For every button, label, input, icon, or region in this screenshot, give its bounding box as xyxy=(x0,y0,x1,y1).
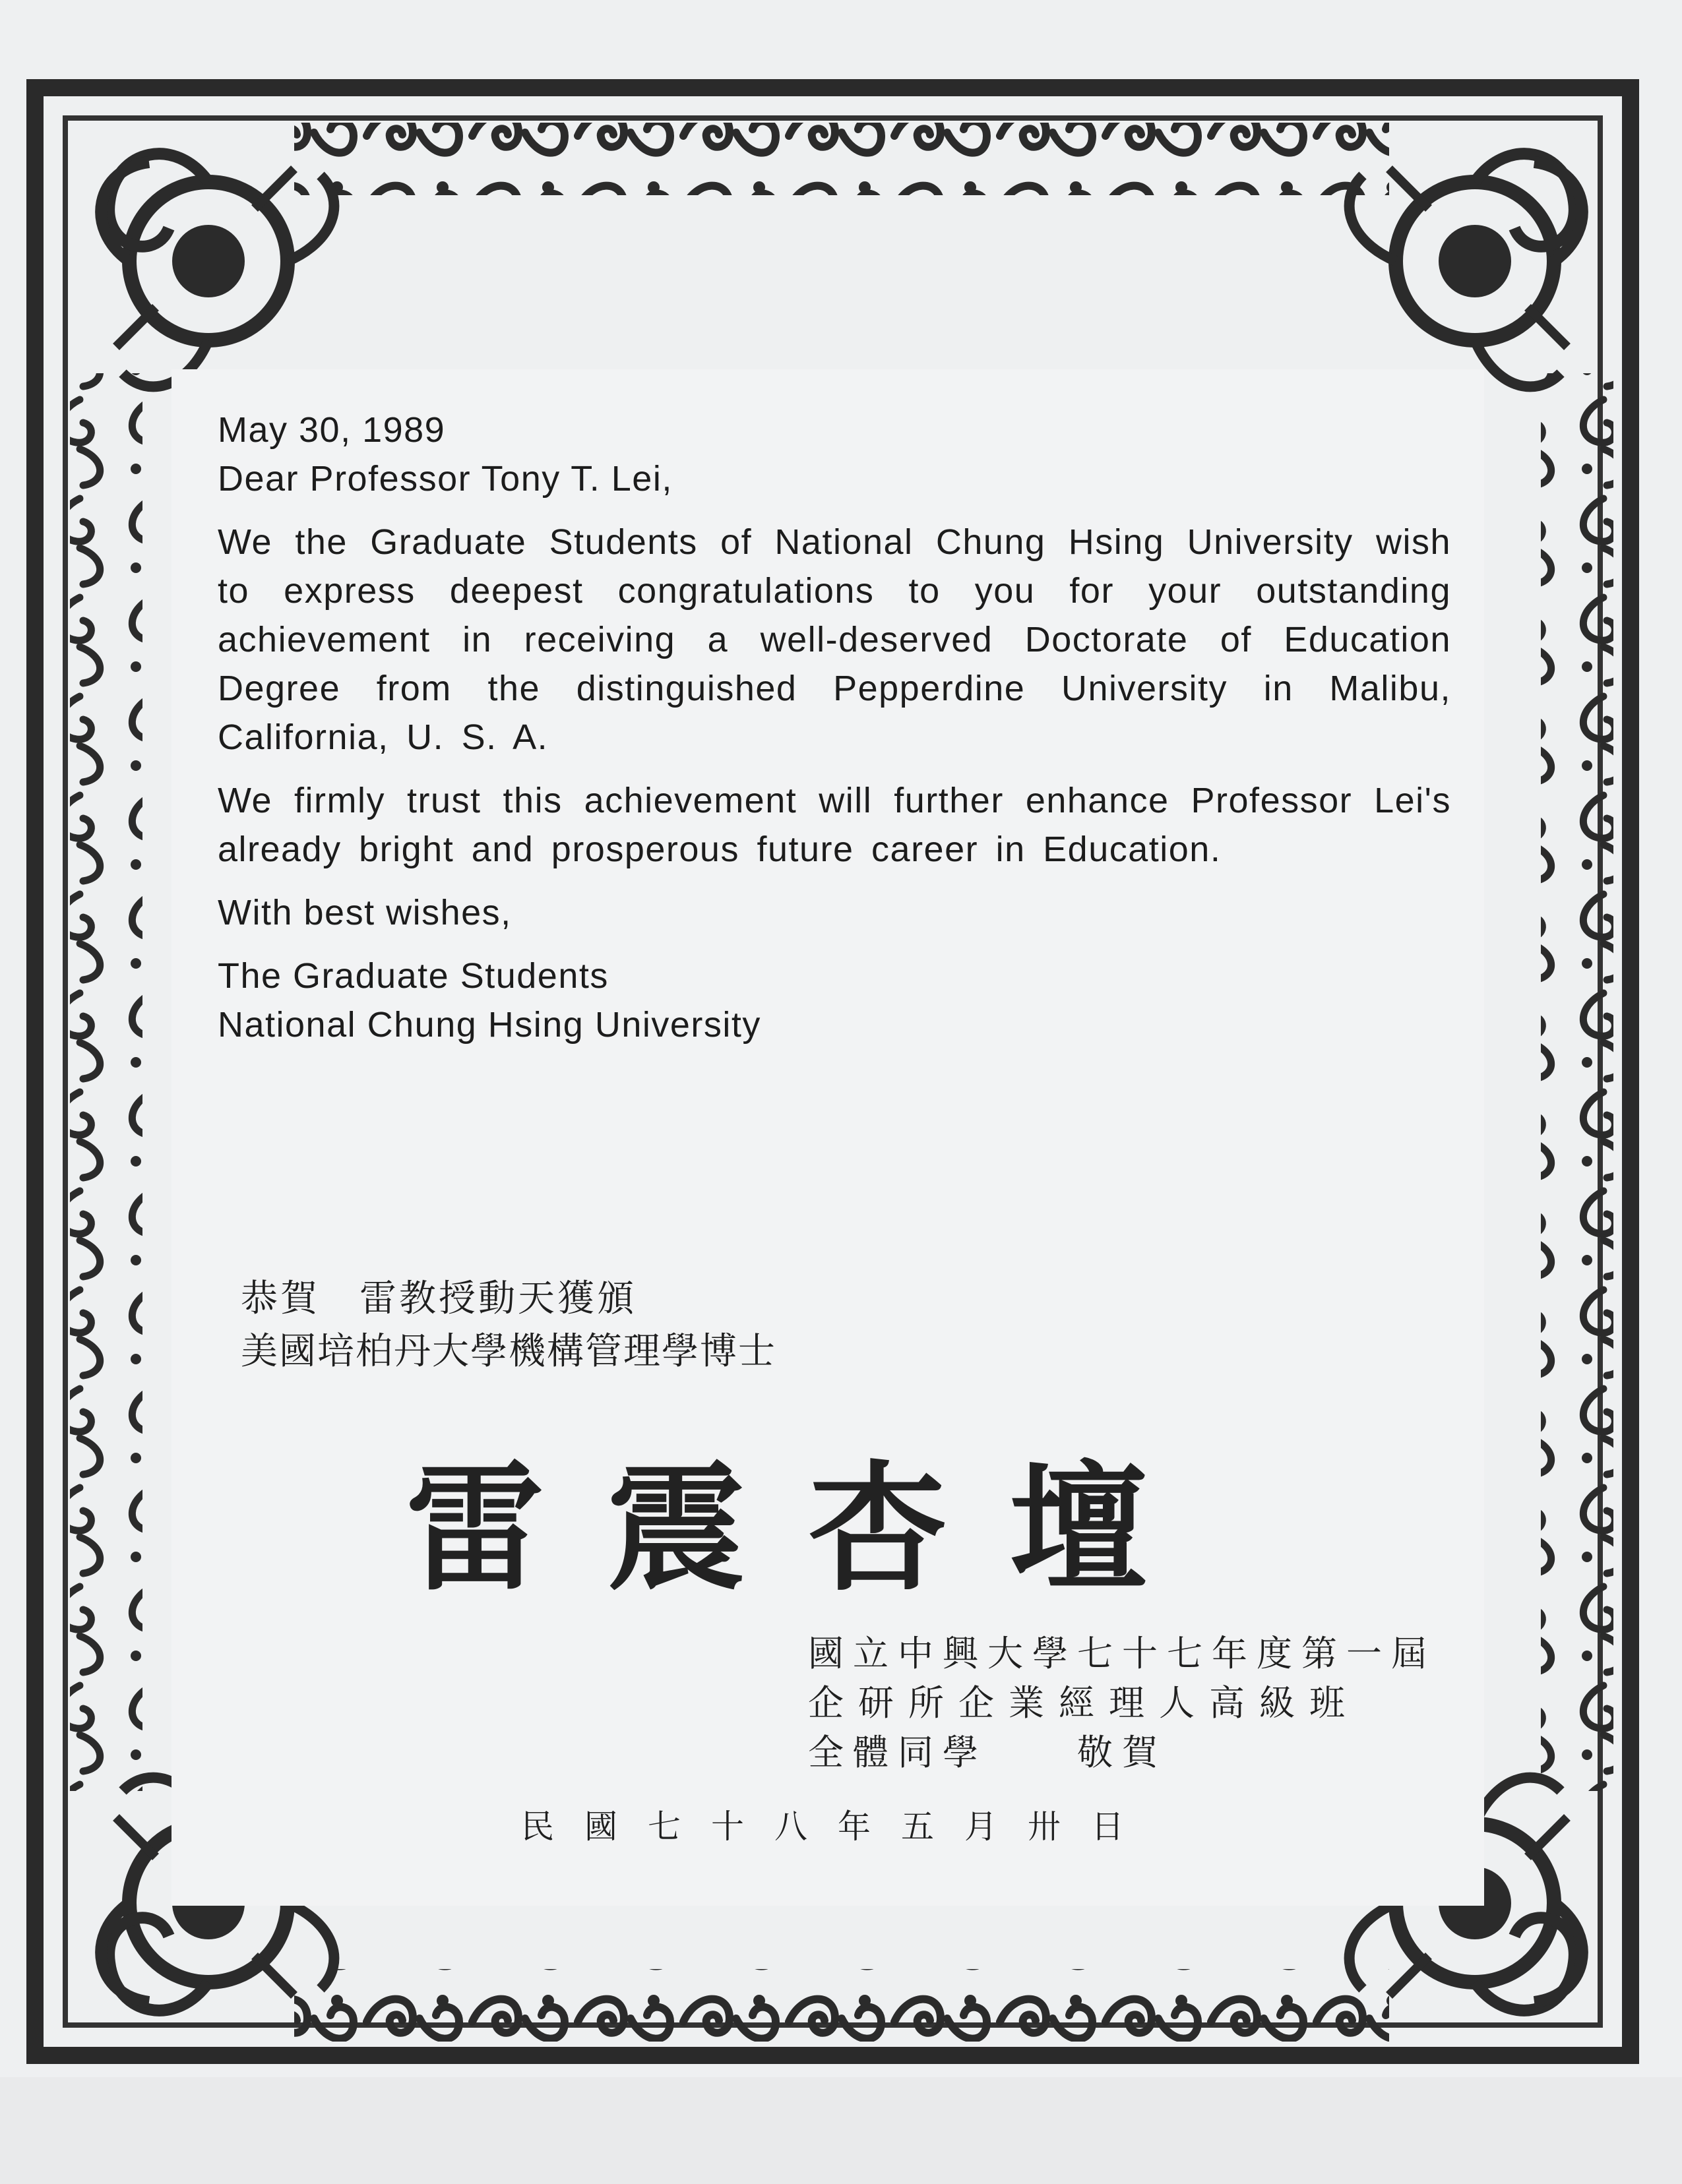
chinese-degree-line: 美國培柏丹大學機構管理學博士 xyxy=(241,1330,776,1373)
letter-paragraph-2: We firmly trust this achievement will further enhance Professor Lei's already bright and prosperous future career in Education. xyxy=(218,781,1451,869)
chinese-sender-line-1: 國立中興大學七十七年度第一屆 xyxy=(808,1633,1436,1674)
chinese-congratulation-line: 恭賀 雷教授動天獲頒 xyxy=(241,1277,637,1320)
letter-body xyxy=(218,406,1451,1049)
chinese-sender-line-2: 企研所企業經理人高級班 xyxy=(808,1682,1359,1724)
letter-salutation: Dear Professor Tony T. Lei, xyxy=(218,459,673,499)
signature-line-2: National Chung Hsing University xyxy=(218,1005,761,1045)
scan-margin xyxy=(0,2077,1682,2184)
letter-paragraph-1: We the Graduate Students of National Chung Hsing University wish to express deepest congratulations to you for your outstanding achievement in receiving a well-deserved Doctorate of Education Degree from the distinguished Pepperdine University in Malibu, California, U. S. A. xyxy=(218,522,1451,757)
chinese-title: 雷震杏壇 xyxy=(406,1447,1211,1610)
signature-line-1: The Graduate Students xyxy=(218,956,609,996)
chinese-date: 民國七十八年五月卅日 xyxy=(521,1807,1154,1846)
chinese-sender-line-3: 全體同學 敬賀 xyxy=(808,1732,1167,1773)
letter-date: May 30, 1989 xyxy=(218,410,446,450)
letter-closing: With best wishes, xyxy=(218,893,512,932)
